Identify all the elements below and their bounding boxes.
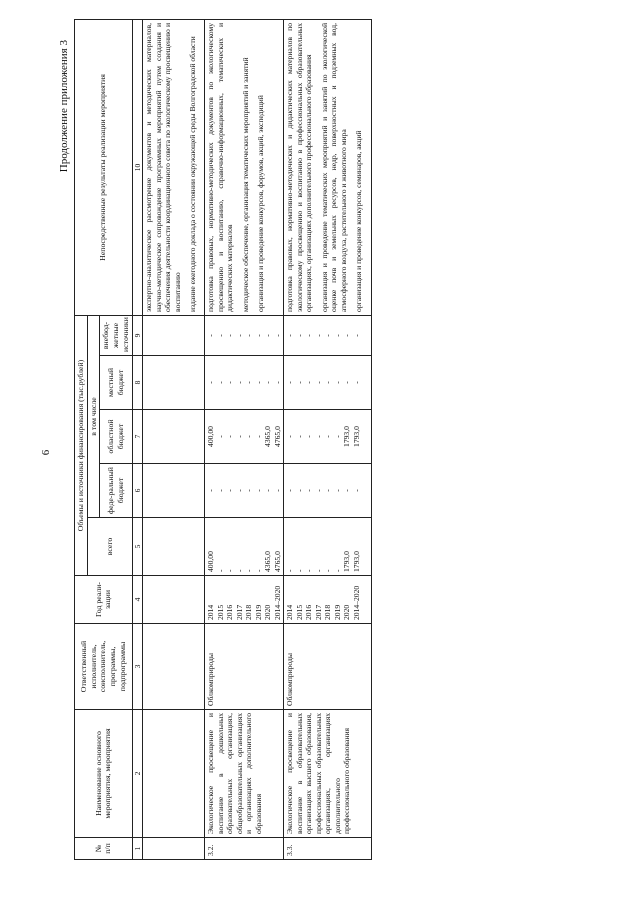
total-funding-value: - — [244, 569, 254, 572]
col-number: 6 — [132, 464, 142, 518]
year-value: 2020 — [263, 604, 273, 620]
regional-budget-value: 4765,0 — [272, 426, 282, 447]
col-number: 1 — [132, 838, 142, 860]
other-sources-value: - — [244, 334, 254, 337]
local-budget-value: - — [304, 381, 314, 384]
local-budget-value: - — [294, 381, 304, 384]
local-budget-value: - — [351, 381, 361, 384]
year-value: 2015 — [215, 604, 225, 620]
regional-budget-value: - — [253, 435, 263, 438]
header-responsible: Ответственный исполнитель, соисполнитель, программы, подпрограммы — [75, 624, 133, 710]
regional-budget-value: - — [332, 435, 342, 438]
year-value: 2015 — [294, 604, 304, 620]
result-item: организация и проведение конкурсов, семинаров, акций — [354, 130, 364, 312]
table-row — [143, 19, 205, 859]
local-budget-value: - — [253, 381, 263, 384]
result-item: организация и проведение тематических мероприятий и занятий по экологической оценке почв и земельных ресурсов, недр, поверхностных и подземных вод, атмосферного воздуха, растительного и животного мира — [319, 22, 348, 312]
header-local: местный бюджет — [100, 356, 132, 410]
local-budget — [284, 356, 371, 410]
local-budget-value: - — [313, 381, 323, 384]
year-value: 2019 — [332, 604, 342, 620]
row-number: 3.2. — [205, 838, 284, 860]
responsible-executor: Облкомприроды — [284, 624, 371, 710]
other-sources — [143, 315, 205, 355]
total-funding-value: - — [285, 569, 295, 572]
year-value: 2017 — [234, 604, 244, 620]
total-funding-value: 400,00 — [206, 551, 216, 572]
other-sources-value: - — [272, 334, 282, 337]
year — [143, 576, 205, 624]
total-funding — [143, 518, 205, 576]
page-number: 6 — [40, 449, 52, 456]
other-sources-value: - — [253, 334, 263, 337]
other-sources-value: - — [342, 334, 352, 337]
other-sources-value: - — [332, 334, 342, 337]
year-value: 2014 — [206, 604, 216, 620]
regional-budget — [205, 410, 284, 464]
table-row — [205, 19, 284, 859]
other-sources-value: - — [304, 334, 314, 337]
federal-budget-value: - — [351, 489, 361, 492]
local-budget-value: - — [272, 381, 282, 384]
local-budget-value: - — [215, 381, 225, 384]
federal-budget-value: - — [234, 489, 244, 492]
year-value: 2018 — [323, 604, 333, 620]
regional-budget-value: - — [323, 435, 333, 438]
program-table — [74, 19, 372, 860]
federal-budget-value: - — [215, 489, 225, 492]
header-name: Наименование основного мероприятия, мероприятия — [75, 710, 133, 838]
year-value: 2014–2020 — [272, 585, 282, 620]
federal-budget-value: - — [244, 489, 254, 492]
regional-budget-value: - — [234, 435, 244, 438]
col-number: 7 — [132, 410, 142, 464]
header-num: № п/п — [75, 838, 133, 860]
federal-budget — [284, 464, 371, 518]
regional-budget-value: - — [215, 435, 225, 438]
local-budget — [143, 356, 205, 410]
total-funding — [205, 518, 284, 576]
col-number: 2 — [132, 710, 142, 838]
local-budget-value: - — [263, 381, 273, 384]
result-item: организация и проведение конкурсов, форумов, акций, экспедиций — [256, 95, 266, 312]
result-item: подготовка правовых, нормативно-методических документов по экологическому просвещению и воспитанию, справочно-информационных, тематических и дидактических материалов — [206, 22, 235, 312]
total-funding-value: - — [332, 569, 342, 572]
header-year: Год реали-зации — [75, 576, 133, 624]
federal-budget-value: - — [225, 489, 235, 492]
local-budget-value: - — [332, 381, 342, 384]
year-value: 2017 — [313, 604, 323, 620]
header-result: Непосредственные результаты реализации мероприятия — [75, 19, 133, 315]
other-sources-value: - — [294, 334, 304, 337]
activity-name — [143, 710, 205, 838]
continuation-note: Продолжение приложения 3 — [58, 40, 70, 173]
total-funding-value: - — [304, 569, 314, 572]
local-budget-value: - — [342, 381, 352, 384]
regional-budget-value: 400,00 — [206, 426, 216, 447]
table-body — [143, 19, 372, 859]
federal-budget-value: - — [304, 489, 314, 492]
total-funding-value: 4765,0 — [272, 551, 282, 572]
regional-budget — [143, 410, 205, 464]
year-value: 2014 — [285, 604, 295, 620]
results-cell — [284, 19, 371, 315]
total-funding-value: 4365,0 — [263, 551, 273, 572]
total-funding-value: - — [215, 569, 225, 572]
federal-budget-value: - — [253, 489, 263, 492]
header-total: всего — [87, 518, 132, 576]
regional-budget-value: - — [244, 435, 254, 438]
other-sources-value: - — [313, 334, 323, 337]
other-sources — [205, 315, 284, 355]
table-row — [284, 19, 371, 859]
year-value: 2019 — [253, 604, 263, 620]
header-other: внебюд-жетные источники — [100, 315, 132, 355]
total-funding-value: - — [313, 569, 323, 572]
total-funding — [284, 518, 371, 576]
col-number: 8 — [132, 356, 142, 410]
regional-budget-value: - — [285, 435, 295, 438]
other-sources-value: - — [215, 334, 225, 337]
local-budget — [205, 356, 284, 410]
total-funding-value: - — [323, 569, 333, 572]
federal-budget-value: - — [206, 489, 216, 492]
other-sources-value: - — [351, 334, 361, 337]
regional-budget-value: 1793,0 — [342, 426, 352, 447]
regional-budget-value: - — [225, 435, 235, 438]
federal-budget-value: - — [294, 489, 304, 492]
total-funding-value: 1793,0 — [351, 551, 361, 572]
local-budget-value: - — [206, 381, 216, 384]
other-sources-value: - — [234, 334, 244, 337]
result-item: методическое обеспечение, организация тематических мероприятий и занятий — [240, 57, 250, 312]
header-including: в том числе — [87, 315, 100, 517]
federal-budget-value: - — [313, 489, 323, 492]
federal-budget-value: - — [342, 489, 352, 492]
col-number: 4 — [132, 576, 142, 624]
other-sources-value: - — [285, 334, 295, 337]
total-funding-value: - — [253, 569, 263, 572]
regional-budget-value: 1793,0 — [351, 426, 361, 447]
federal-budget-value: - — [285, 489, 295, 492]
federal-budget-value: - — [323, 489, 333, 492]
year-value: 2016 — [304, 604, 314, 620]
other-sources-value: - — [323, 334, 333, 337]
year-value: 2014–2020 — [351, 585, 361, 620]
total-funding-value: - — [234, 569, 244, 572]
row-number: 3.3. — [284, 838, 371, 860]
regional-budget-value: 4365,0 — [263, 426, 273, 447]
local-budget-value: - — [285, 381, 295, 384]
header-regional: областной бюджет — [100, 410, 132, 464]
year-value: 2016 — [225, 604, 235, 620]
year — [284, 576, 371, 624]
regional-budget-value: - — [304, 435, 314, 438]
regional-budget-value: - — [313, 435, 323, 438]
year — [205, 576, 284, 624]
header-federal: феде-ральный бюджет — [100, 464, 132, 518]
regional-budget — [284, 410, 371, 464]
regional-budget-value: - — [294, 435, 304, 438]
results-cell — [143, 19, 205, 315]
responsible-executor — [143, 624, 205, 710]
col-number: 3 — [132, 624, 142, 710]
federal-budget-value: - — [272, 489, 282, 492]
total-funding-value: 1793,0 — [342, 551, 352, 572]
col-number: 10 — [132, 19, 142, 315]
other-sources-value: - — [225, 334, 235, 337]
other-sources — [284, 315, 371, 355]
result-item: экспертно-аналитическое рассмотрение документов и методических материалов, научно-методическое сопровождение программных мероприятий путем создания и обеспечения деятельности координационного совета по экологическому просвещению и воспитанию — [144, 22, 182, 312]
federal-budget-value: - — [263, 489, 273, 492]
header-funding: Объемы и источники финансирования (тыс.рублей) — [75, 315, 88, 575]
total-funding-value: - — [225, 569, 235, 572]
local-budget-value: - — [244, 381, 254, 384]
col-number: 5 — [132, 518, 142, 576]
year-value: 2020 — [342, 604, 352, 620]
total-funding-value: - — [294, 569, 304, 572]
federal-budget — [205, 464, 284, 518]
column-number-row — [132, 19, 142, 859]
other-sources-value: - — [263, 334, 273, 337]
activity-name: Экологическое просвещение и воспитание в образовательных организациях высшего образования, профессиональных образовательных организациях, организациях дополнительного профессионального образования — [284, 710, 371, 838]
local-budget-value: - — [225, 381, 235, 384]
results-cell — [205, 19, 284, 315]
local-budget-value: - — [234, 381, 244, 384]
year-value: 2018 — [244, 604, 254, 620]
federal-budget — [143, 464, 205, 518]
result-item: издание ежегодного доклада о состоянии окружающей среды Волгоградской области — [187, 36, 197, 312]
other-sources-value: - — [206, 334, 216, 337]
responsible-executor: Облкомприроды — [205, 624, 284, 710]
result-item: подготовка правовых, нормативно-методических и дидактических материалов по экологическому просвещению и воспитанию в профессиональных образовательных организациях, организациях дополнительного профессионального образования — [285, 22, 314, 312]
row-number — [143, 838, 205, 860]
activity-name: Экологическое просвещение и воспитание в дошкольных образовательных организациях, общеобразовательных организациях и организациях дополнительного образования — [205, 710, 284, 838]
col-number: 9 — [132, 315, 142, 355]
local-budget-value: - — [323, 381, 333, 384]
federal-budget-value: - — [332, 489, 342, 492]
